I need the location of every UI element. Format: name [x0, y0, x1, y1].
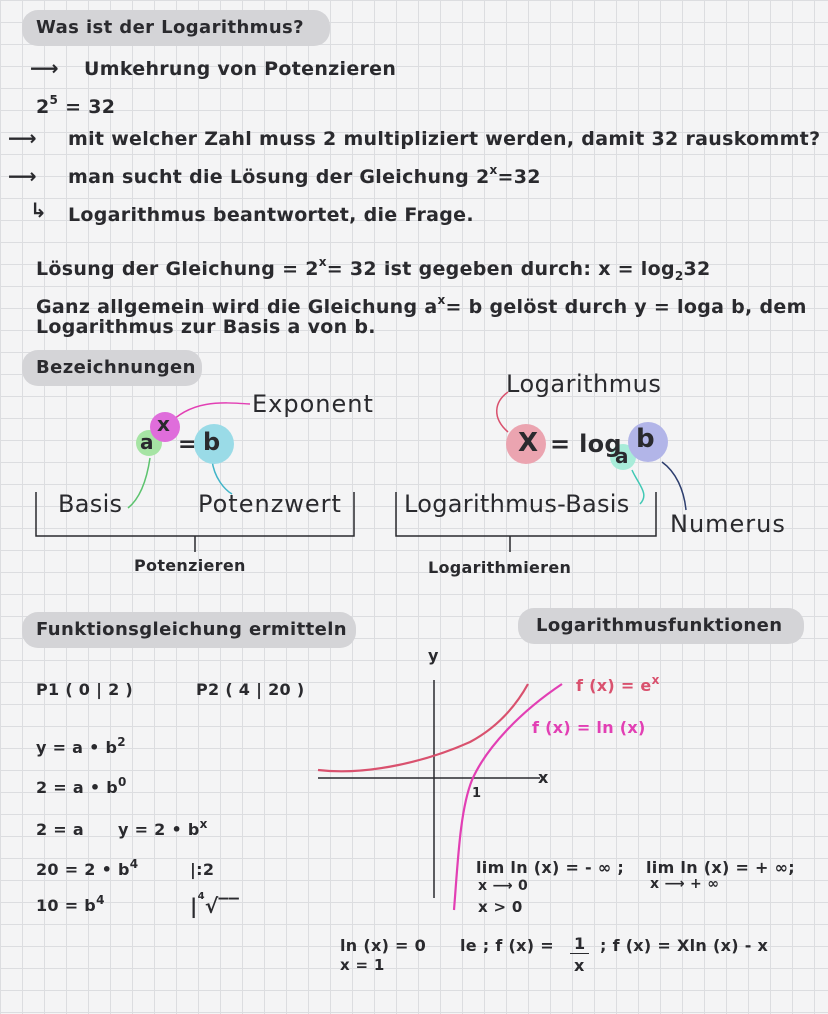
calc-row2: 2 = a • $b^0$	[36, 775, 127, 797]
general-line1: Ganz allgemein wird die Gleichung $a^x= b$ gelöst durch y = loga b, dem	[36, 293, 807, 318]
intro-line2: mit welcher Zahl muss 2 multipliziert werden, damit 32 rauskommt?	[68, 128, 821, 150]
arrow-right-icon: ⟶	[8, 164, 37, 188]
log-eq: = log	[550, 430, 622, 458]
label-exp-func: f $(x) = e^x$	[576, 673, 660, 695]
intro-line1: Umkehrung von Potenzieren	[84, 58, 397, 80]
intro-equation: $2^5 = 32$	[36, 93, 116, 118]
label-logarithmus: Logarithmus	[506, 370, 662, 398]
condition: x > 0	[478, 898, 523, 916]
log-a: a	[615, 444, 629, 468]
label-exponent: Exponent	[252, 390, 374, 418]
calc-row4-op: |:2	[190, 860, 215, 879]
derivative: le ; f (x) =	[460, 936, 554, 955]
arrow-right-icon: ⟶	[8, 126, 37, 150]
calc-row5: $10 = b^4$	[36, 893, 105, 915]
calc-row1: y = a • $b^2$	[36, 735, 126, 757]
intro-line4: Logarithmus beantwortet, die Frage.	[68, 204, 474, 226]
log-b: b	[636, 424, 655, 454]
frac-num: 1	[570, 934, 589, 954]
page-title: Was ist der Logarithmus?	[36, 17, 304, 38]
label-log-basis: Logarithmus-Basis	[404, 490, 630, 518]
point-p2: P2 ( 4 | 20 )	[196, 680, 305, 699]
ln-zero-sub: x = 1	[340, 956, 385, 974]
limit-1: lim ln (x) = - ∞ ;	[476, 858, 625, 877]
label-potenzieren: Potenzieren	[134, 556, 246, 575]
label-basis: Basis	[58, 490, 123, 518]
calc-row3a: 2 = a	[36, 820, 84, 839]
point-p1: P1 ( 0 | 2 )	[36, 680, 134, 699]
power-b: b	[203, 428, 221, 456]
power-a: a	[140, 430, 154, 454]
log-X: X	[518, 428, 539, 458]
label-ln-func: f (x) = ln (x)	[532, 718, 646, 737]
solution-line: Lösung der Gleichung = $2^x= 32$ ist gegeben durch: $x = \log_232$	[36, 255, 711, 283]
axis-x-label: x	[538, 768, 549, 787]
integral: ; f (x) = Xln (x) - x	[600, 936, 769, 955]
general-line2: Logarithmus zur Basis a von b.	[36, 316, 376, 338]
axis-one-label: 1	[472, 786, 482, 801]
ln-zero: ln (x) = 0	[340, 936, 427, 955]
calc-row3b: y = 2 • $b^x$	[118, 817, 208, 839]
bezeichnungen-title: Bezeichnungen	[36, 357, 196, 378]
limit-2-sub: x ⟶ + ∞	[650, 876, 720, 892]
power-x: x	[157, 412, 171, 436]
limit-1-sub: x ⟶ 0	[478, 878, 529, 894]
intro-line3: man sucht die Lösung der Gleichung $2^x=32$	[68, 163, 541, 188]
label-potenzwert: Potenzwert	[198, 490, 342, 518]
limit-2: lim ln (x) = + ∞;	[646, 858, 795, 877]
label-logarithmieren: Logarithmieren	[428, 558, 572, 577]
power-eq: =	[178, 432, 197, 457]
arrow-right-icon: ⟶	[30, 56, 59, 80]
frac-den: x	[574, 956, 585, 975]
root-operator: $|^4√‾‾$	[190, 891, 240, 918]
axis-y-label: y	[428, 646, 439, 665]
label-numerus: Numerus	[670, 510, 786, 538]
funktion-title: Funktionsgleichung ermitteln	[36, 619, 347, 640]
logfunc-title: Logarithmusfunktionen	[536, 615, 783, 636]
arrow-return-icon: ↳	[30, 198, 47, 222]
calc-row4: 20 = 2 • $b^4$	[36, 857, 139, 879]
